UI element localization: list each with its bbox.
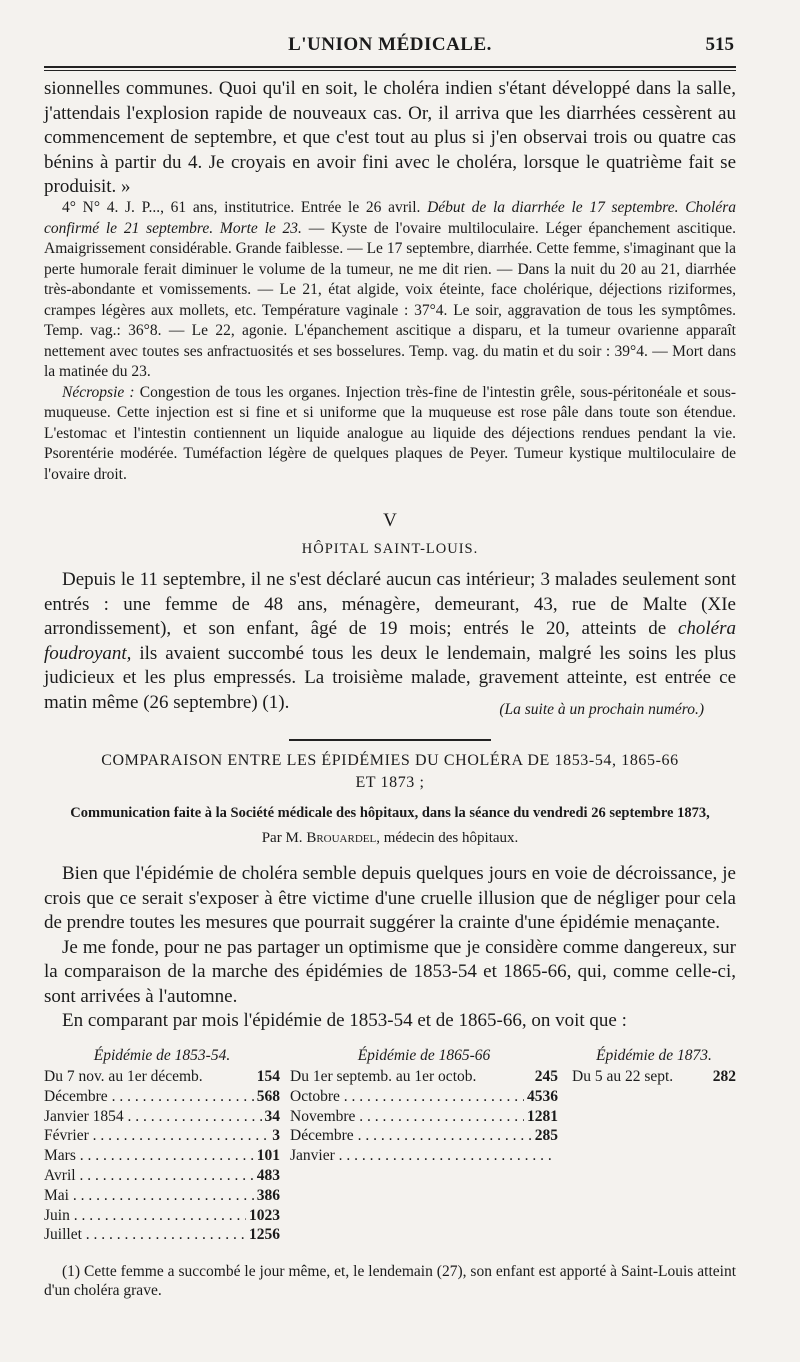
case-paragraph [44, 198, 736, 383]
row-value: 154 [256, 1068, 280, 1085]
header-rule [44, 66, 736, 68]
article-body [44, 862, 736, 1034]
footnote-text: (1) Cette femme a succombé le jour même, et, le lendemain (27), son enfant est apporté à Saint-Louis atteint d'un choléra grave. [44, 1263, 736, 1299]
author-line [44, 830, 736, 847]
table-rows [572, 1067, 736, 1087]
intro-text: sionnelles communes. Quoi qu'il en soit, le choléra indien s'étant développé dans la salle, j'attendais l'explosion rapide de nouveaux cas. Or, il arriva que les diarrhées cessèrent au commencement de septembre, et que c'est tout au plus si j'en observai trois ou quatre cas bénins à partir du 4. Je croyais en avoir fini avec le choléra, lorsque le quatrième fait se produisit. » [44, 78, 736, 197]
row-label: Octobre . . . [290, 1087, 524, 1107]
row-label: Juillet . . . [44, 1225, 246, 1245]
author-prefix: Par M. [261, 830, 307, 846]
page-number: 515 [705, 34, 734, 55]
table-heading: Épidémie de 1865-66 [357, 1047, 491, 1064]
journal-page [44, 0, 737, 1299]
table-row [44, 1225, 280, 1245]
row-value: 285 [534, 1127, 558, 1145]
row-value: 34 [264, 1107, 280, 1125]
table-row [44, 1166, 280, 1186]
saint-louis-section [44, 568, 736, 715]
necropsy-label: Nécropsie : [62, 383, 135, 401]
necropsy-text: Congestion de tous les organes. Injection très-fine de l'intestin grêle, sous-péritonéale et sous-muqueuse. Cette injection est si fine et si uniforme que la muqueuse est rose pâle dans toute son étendue. L'estomac et l'intestin contiennent un liquide analogue au liquide des déjections rendues pendant la vie. Psorentérie modérée. Tuméfaction légère de quelques plaques de Peyer. Tumeur kystique multiloculaire de l'ovaire droit. [44, 383, 737, 483]
table-row [44, 1107, 280, 1127]
running-head [44, 0, 736, 60]
article-title: COMPARAISON ENTRE LES ÉPIDÉMIES DU CHOLÉRA DE 1853-54, 1865-66 [101, 752, 679, 769]
table-rows [290, 1067, 558, 1166]
row-value: 101 [256, 1147, 280, 1165]
table-row [290, 1087, 558, 1107]
header-rule-thin [44, 70, 736, 71]
row-value: 1256 [249, 1226, 280, 1244]
saint-louis-text-a: Depuis le 11 septembre, il ne s'est déclaré aucun cas intérieur; 3 malades seulement sont entrés : une femme de 48 ans, ménagère, demeurant, 43, rue de Malte (XIe arrondissement), et son enfant, âgé de 19 mois; entrés le 20, atteints de [44, 569, 736, 639]
row-value: 245 [534, 1068, 558, 1085]
case-report [44, 198, 736, 485]
row-value: 483 [256, 1166, 280, 1184]
table-row [44, 1067, 280, 1087]
footnote [44, 1262, 736, 1300]
journal-title: L'UNION MÉDICALE. [288, 34, 492, 55]
table-row [290, 1146, 558, 1166]
row-label: Avril . . . [44, 1166, 254, 1186]
table-heading: Épidémie de 1853-54. [93, 1047, 231, 1064]
row-label: Janvier 1854 . . . [44, 1107, 262, 1127]
row-label: Du 7 nov. au 1er décemb. [44, 1068, 203, 1085]
table-row [572, 1067, 736, 1087]
table-row [290, 1067, 558, 1087]
table-row [44, 1087, 280, 1107]
row-value: 282 [712, 1068, 736, 1085]
row-label: Décembre . . . [44, 1087, 254, 1107]
article-title-line2: ET 1873 ; [355, 774, 425, 791]
necropsy-paragraph [44, 383, 736, 486]
row-label: Du 5 au 22 sept. [572, 1068, 674, 1085]
row-label: Janvier . . . [290, 1146, 555, 1166]
row-value: 568 [256, 1087, 280, 1105]
table-rows [44, 1067, 280, 1245]
row-label: Juin . . . [44, 1206, 246, 1226]
saint-louis-italic: choléra foudroyant, [44, 618, 736, 664]
saint-louis-paragraph [44, 568, 736, 715]
table-heading: Épidémie de 1873. [596, 1047, 712, 1064]
table-row [44, 1206, 280, 1226]
case-body: — Kyste de l'ovaire multiloculaire. Léger épanchement ascitique. Amaigrissement considérable. Grande faiblesse. — Le 17 septembre, diarrhée. Cette femme, s'imaginant que la perte humorale ferait diminuer le volume de la tumeur, ne me dit rien. — Dans la nuit du 20 au 21, diarrhée très-abondante et vomissements. — Le 21, état algide, voix éteinte, face cholérique, déjections riziformes, crampes légères aux mollets, etc. Température vaginale : 37°4. Le soir, aggravation de tous les symptômes. Temp. vag.: 36°8. — Le 22, agonie. L'épanchement ascitique a disparu, et la tumeur ovarienne apparaît nettement avec toutes ses anfractuosités et ses bosselures. Temp. vag. du matin et du soir : 39°4. — Mort dans la matinée du 23. [44, 219, 736, 380]
table-1853-54 [44, 1045, 280, 1245]
author-suffix: , médecin des hôpitaux. [376, 830, 519, 846]
table-row [290, 1107, 558, 1127]
row-value [555, 1146, 558, 1166]
row-label: Du 1er septemb. au 1er octob. [290, 1068, 477, 1085]
section-rule [289, 739, 491, 741]
table-row [44, 1126, 280, 1146]
section-title: HÔPITAL SAINT-LOUIS. [301, 541, 479, 557]
row-value: 386 [256, 1186, 280, 1204]
article-paragraph-1: Bien que l'épidémie de choléra semble depuis quelques jours en voie de décroissance, je crois que ce serait s'exposer à être victime d'une cruelle illusion que de négliger pour cela de prendre toutes les mesures que pourrait suggérer la crainte d'une épidémie menaçante. [44, 863, 736, 933]
table-row [44, 1146, 280, 1166]
article-paragraph-2: Je me fonde, pour ne pas partager un optimisme que je considère comme dangereux, sur la comparaison de la marche des épidémies de 1853-54 et 1865-66, qui, comme celle-ci, sont arrivées à l'automne. [44, 936, 736, 1007]
table-1873 [572, 1045, 736, 1087]
row-value: 1023 [249, 1206, 280, 1224]
row-label: Mars . . . [44, 1146, 254, 1166]
row-label: Décembre . . . [290, 1126, 532, 1146]
communication-line: Communication faite à la Société médicale des hôpitaux, dans la séance du vendredi 26 septembre 1873, [70, 805, 710, 821]
intro-paragraph [44, 77, 736, 200]
continued-note: (La suite à un prochain numéro.) [499, 701, 704, 718]
epidemic-tables [44, 1045, 736, 1245]
table-1865-66 [290, 1045, 558, 1166]
row-value: 4536 [527, 1087, 558, 1105]
row-label: Novembre . . . [290, 1107, 524, 1127]
table-row [290, 1126, 558, 1146]
table-row [44, 1186, 280, 1206]
saint-louis-text-b: ils avaient succombé tous les deux le lendemain, malgré les soins les plus judicieux et les plus empressés. La troisième malade, gravement atteinte, est entrée ce matin même (26 septembre) (1). [44, 642, 736, 713]
row-label: Mai . . . [44, 1186, 254, 1206]
row-value: 3 [272, 1127, 280, 1145]
case-lead: 4° N° 4. J. P..., 61 ans, institutrice. Entrée le 26 avril. [62, 199, 421, 216]
case-dates: Début de la diarrhée le 17 septembre. Choléra confirmé le 21 septembre. Morte le 23. [44, 199, 737, 237]
section-numeral: V [383, 510, 397, 531]
row-label: Février . . . [44, 1126, 269, 1146]
article-paragraph-3: En comparant par mois l'épidémie de 1853-54 et de 1865-66, on voit que : [62, 1010, 627, 1031]
row-value: 1281 [527, 1107, 558, 1125]
author-name: Brouardel [306, 830, 377, 846]
